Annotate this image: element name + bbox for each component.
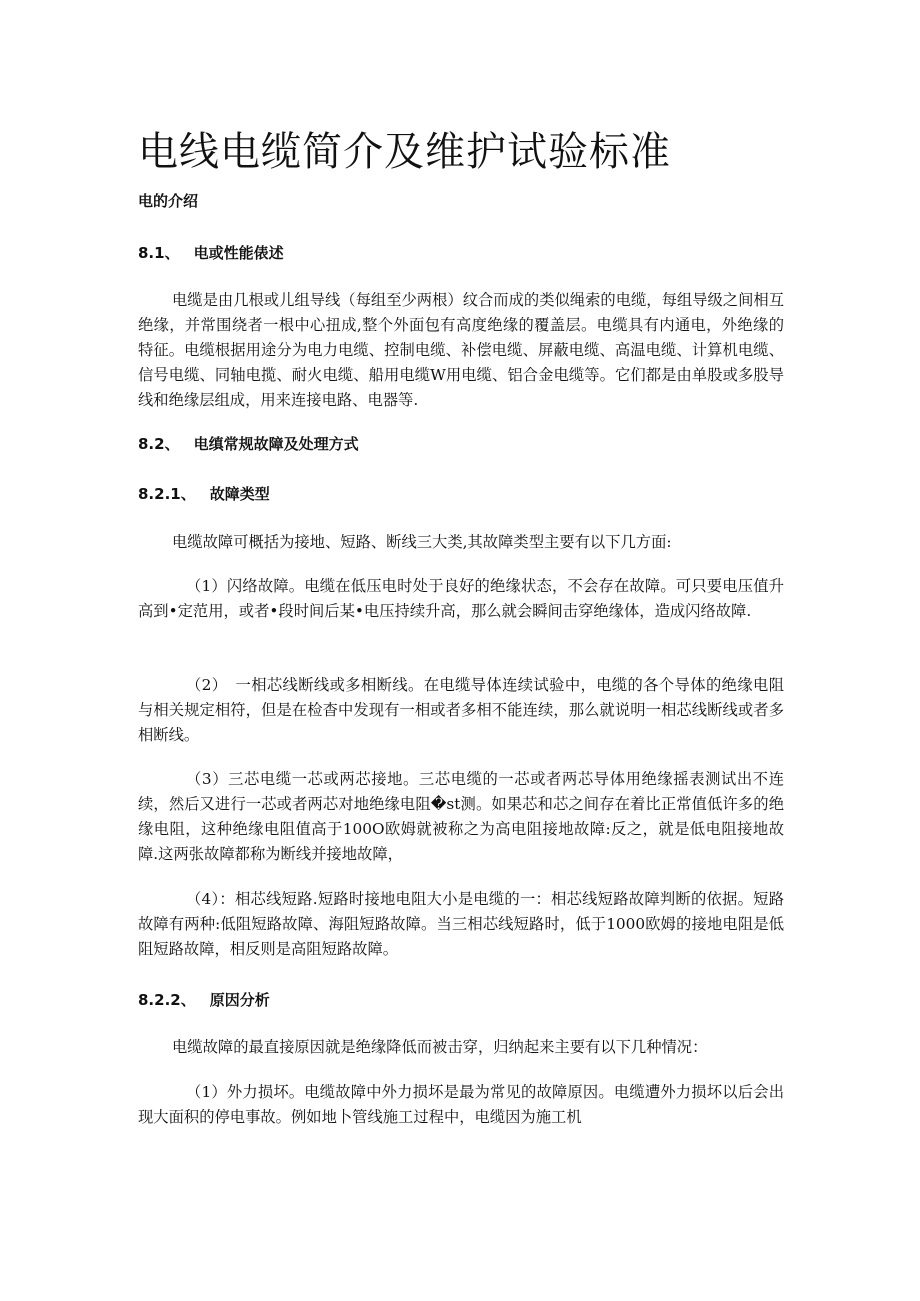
heading-text: 故障类型 (209, 485, 270, 503)
heading-intro: 电的介绍 (138, 192, 199, 210)
list-item-5: （1）外力损坏。电缆故障中外力损坏是最为常见的故障原因。电缆遭外力损坏以后会出现大面积的停电事故。例如地卜管线施工过程中，电缆因为施工机 (138, 1083, 784, 1126)
heading-text: 原因分析 (209, 991, 270, 1009)
heading-8-2-1 (138, 484, 270, 504)
heading-number: 8.2、 (138, 435, 180, 453)
list-item-2: （2） 一相芯线断线或多相断线。在电缆导体连续试验中，电缆的各个导体的绝缘电阻与相关规定相符，但是在检杳中发现有一相或者多相不能连续，那么就说明一相芯线断线或者多相断线。 (138, 676, 784, 744)
document-title: 电线电缆简介及维护试验标准 (138, 129, 671, 175)
paragraph-8-2-2: 电缆故障的最直接原因就是绝缘降低而被击穿，归纳起来主要有以下几种情况： (172, 1038, 708, 1056)
heading-number: 8.2.1、 (138, 485, 196, 503)
paragraph-8-1: 电缆是由几根或儿组导线（每组至少两根）纹合而成的类似绳索的电缆，每组导级之间相互绝缘，并常围绕者一根中心扭成,整个外面包有高度绝缘的覆盖层。电缆具有内通电，外绝缘的特征。电缆根据用途分为电力电缆、控制电缆、补偿电缆、屏蔽电缆、高温电缆、计算机电缆、信号电缆、同轴电揽、耐火电缆、船用电缆W用电缆、铝合金电缆等。它们都是由单股或多股导线和绝缘层组成，用来连接电路、电器等. (138, 291, 784, 409)
heading-text: 电或性能俵述 (193, 244, 284, 262)
list-item-4: （4）：相芯线短路.短路时接地电阻大小是电缆的一：相芯线短路故障判断的依据。短路故障有两种:低阻短路故障、海阻短路故障。当三相芯线短路时，低于1000欧姆的接地电阻是低阻短路故障，相反则是高阻短路故障。 (138, 890, 784, 958)
heading-text: 电缜常规故障及处理方式 (193, 435, 359, 453)
heading-number: 8.2.2、 (138, 991, 196, 1009)
list-item-1: （1）闪络故障。电缆在低压电时处于良好的绝缘状态，不会存在故障。可只要电压值升高到•定范用，或者•段时间后某•电压持续升高，那么就会瞬间击穿绝缘体，造成闪络故障. (138, 577, 784, 620)
list-item-3: （3）三芯电缆一芯或两芯接地。三芯电缆的一芯或者两芯导体用绝缘摇表测试出不连续，然后又进行一芯或者两芯对地绝缘电阻�st测。如果芯和芯之间存在着比正常值低许多的绝缘电阻，这种绝缘电阻值高于100O欧姆就被称之为高电阻接地故障:反之，就是低电阻接地故障.这两张故障都称为断线并接地故障， (138, 770, 784, 863)
paragraph-8-2-1: 电缆故障可概括为接地、短路、断线三大类,其故障类型主要有以下几方面: (172, 533, 672, 551)
heading-number: 8.1、 (138, 244, 180, 262)
heading-8-2-2 (138, 990, 270, 1010)
heading-8-2 (138, 434, 359, 454)
heading-8-1 (138, 243, 284, 263)
